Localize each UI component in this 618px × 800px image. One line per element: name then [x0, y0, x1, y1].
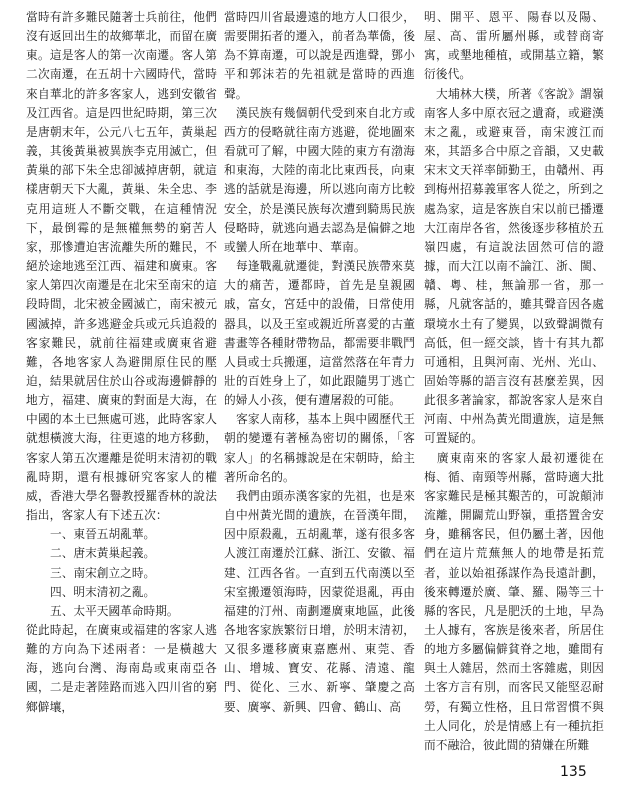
- southward-migrations-list: [26, 525, 217, 621]
- paragraph: 當時有許多難民隨著士兵前往，他們沒有返回出生的故鄉華北，而留在廣東。這是客人的第一次南遷。客人第二次南遷，在五胡十六國時代，當時來自華北的許多客家人，逃到安徽省及江西省。這是四世紀時期，第三次是唐朝末年，公元八七五年，黃巢起義，其後黃巢被異族李克用滅亡，但黃巢的部下朱全忠卻滅掉唐朝，就這樣唐朝天下大亂，黃巢、朱全忠、李克用這班人不斷交戰，在這種情況下，最倒霉的是無權無勢的窮苦人家，那慘遭迫害流離失所的難民，不絕於途地逃至江西、福建和廣東。客家人第四次南遷是在北宋至南宋的這段時間，北宋被金國滅亡，南宋被元國滅掉，許多逃避金兵或元兵追殺的客家難民，就前往福建或廣東省避難，各地客家人為避開原住民的壓迫，結果就居住於山谷或海邊僻靜的地方，福建、廣東的對面是大海，在中國的本土已無處可逃，此時客家人就想橫渡大海，往更遠的地方移動，客家人第五次遷離是從明末清初的戰亂時期，還有根據研究客家人的權威，香港大學名譽教授羅香林的說法指出，客家人有下述五次：: [26, 10, 217, 523]
- paragraph: 每逢戰亂就遷徙，對漢民族帶來莫大的痛苦，遷都時，首先是皇親國戚，富女，宮廷中的設備，日常使用器具，以及王室或親近所喜愛的古董書畫等各種財帶物品，都需要非戰鬥人員或士兵搬運，這當然落在年青力壯的百姓身上了，如此跟隨男丁逃亡的婦人小孩，便有遭屠殺的可能。: [224, 259, 415, 408]
- list-item: 五、太平天國革命時期。: [50, 603, 179, 618]
- paragraph: 明、開平、恩平、陽春以及陽、屋、高、雷所屬州縣，或替商寄寓，或墾地種植，或開基立籍，繁衍後代。: [424, 10, 604, 82]
- paragraph: 當時四川省最邊遠的地方人口很少，需要開拓者的遷入，前者為華僑，後為不算南遷，可以說是西進聲，鄧小平和郭沫若的先祖就是當時的西進聲。: [224, 10, 415, 101]
- list-item: 一、東晉五胡亂華。: [50, 527, 156, 542]
- paragraph: 大埔林大樸，所著《客說》謂嶺南客人多中原衣冠之遺裔，或避漢末之亂，或避東晉，南宋渡江而來，其語多合中原之音韻，又史載宋末文天祥率師勤王，由贛州、再到梅州招募義軍客人從之，所到之處為家，這是客族自宋以前已播遷大江南岸各省，然後逐步移植於五嶺四處，有這說法固然可信的證據，而大江以南不論江、浙、閩、贛、粵、桂，無論那一省，那一縣，凡就客話的，雖其聲音因各處環境水土有了變異，以致聲調微有高低，但一經交談，皆十有其九都可通相，且與河南、光州、光山、固始等縣的語言沒有甚麼差異，因此很多著論家，都說客家人是來自河南、中州為黃光間遺族，這是無可置疑的。: [424, 86, 604, 446]
- list-item: 三、南宋創立之時。: [50, 565, 156, 580]
- paragraph: 從此時起，在廣東或福建的客家人逃難的方向為下述兩者：一是橫越大海，逃向台灣、海南島或東南亞各國，二是走著陸路而逃入四川省的窮鄉僻壤，: [26, 623, 217, 714]
- paragraph: 廣東南來的客家人最初遷徙在梅、循、南頸等州縣，當時適大批客家難民是極其艱苦的，可說顛沛流離，開闢荒山野嶺，重搭置舍安身，雖稱客民，但仍屬土著，因他們在這片荒蕪無人的地帶是拓荒者，並以始祖孫謀作為長遠計劃，後來轉遷於廣、肇、羅、陽等三十縣的客民，凡是肥沃的土地，早為土人據有，客族是後來者，所居住的地方多屬偏僻貧脊之地，雖間有與土人雜居，然而土客雜處，則因土客方言有別，而客民又能堅忍耐勞，有獨立性格，且日常習慣不與土人同化，於是情感上有一種抗拒而不融洽，彼此間的猜嫌在所難: [424, 450, 604, 752]
- page-number: 135: [560, 764, 587, 780]
- paragraph: 客家人南移，基本上與中國歷代王朝的變遷有著極為密切的關係，「客家人」的名稱據說是在宋朝時，給主著所命名的。: [224, 412, 415, 484]
- paragraph: 我們由頭赤漢客家的先祖，也是來自中州黃光間的遺族，在晉漢年間，因中原殺亂，五胡亂華，遂有很多客人渡江南遷於江蘇、浙江、安徽、福建、江西各省。一直到五代南漢以至宋室搬遷領海時，因蒙從退亂，再由福建的汀州、南劃遷廣東地區，此後各地客家族繁衍日增，於明末清初，又很多遷移廣東嘉應州、東莞、香山、增城、寶安、花縣、清遠、龍門、從化、三水、新寧、肇慶之高要、廣寧、新興、四會、鶴山、高: [224, 488, 415, 714]
- text-column-2: [224, 8, 415, 717]
- list-item: 四、明末清初之亂。: [50, 584, 156, 599]
- list-item: 二、唐末黃巢起義。: [50, 546, 156, 561]
- text-column-3: [424, 8, 604, 755]
- text-column-1: [26, 8, 217, 717]
- paragraph: 漢民族有幾個朝代受到來自北方或西方的侵略就往南方逃避，從地圖來看就可了解，中國大陸的東方有渤海和東海，大陸的南北比東西長，向東逃的話就是海邊，所以逃向南方比較安全，於是漢民族每次遭到騎馬民族侵略時，就逃向過去認為是偏僻之地或蠻人所在地華中、華南。: [224, 105, 415, 254]
